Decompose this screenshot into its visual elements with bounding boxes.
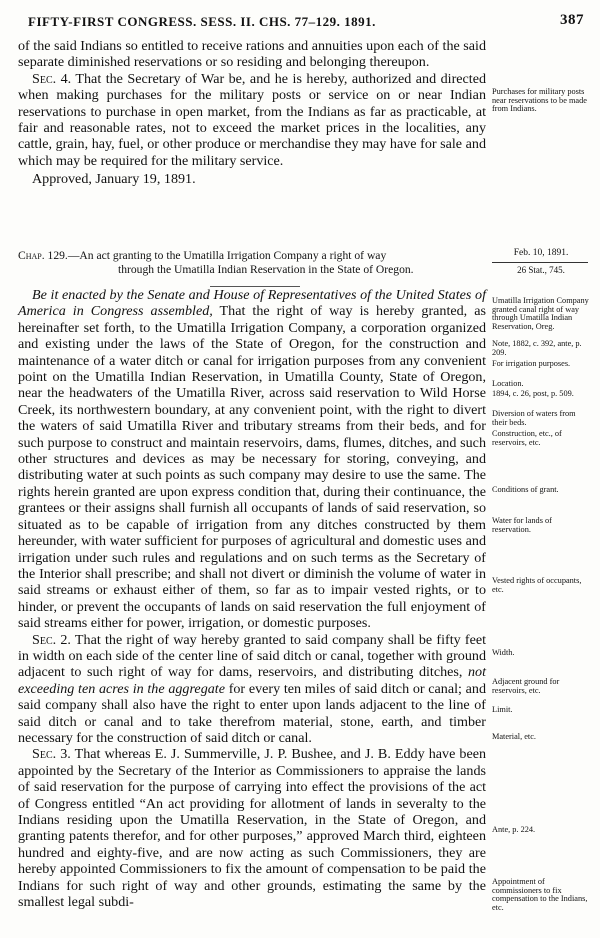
section-2-text-a: That the right of way hereby granted to said company shall be fifty feet in width on each side of the center line of said ditch or canal, together with ground adjacent to such right of way for dams, reservoirs, and distributing ditches, (18, 631, 487, 681)
enacting-clause: Be it enacted by the Senate and House of Representatives of the United States of America in Congress assembled, (18, 287, 486, 320)
section-1-paragraph (18, 287, 486, 632)
sidenote-conditions: Conditions of grant. (492, 485, 559, 494)
section-1-text: That the right of way is hereby granted, as hereinafter set forth, to the Umatilla Irrigation Company, a corporation organized and existing under the laws of the State of Oregon, for the construction and maintenance of a water ditch or canal for irrigation purposes from any convenient point on the Umatilla Indian Reservation, in Umatilla County, State of Oregon, near the headwaters of the Umatilla River, across said reservation to Wild Horse Creek, its northwestern boundary, at any convenient point, with the right to divert the waters of said Umatilla River and tributary streams from their beds, and for such purpose to construct and maintain reservoirs, dams, flumes, ditches, and such other structures and devices as may be necessary for storing, conveying, and distributing water at such points as such company may desire to use the same. The rights herein granted are upon express condition that, during their continuance, the grantees or their assigns shall furnish all occupants of lands of said reservation, so situated as to be capable of irrigation from any ditches constructed by them hereunder, with water sufficient for purposes of agricultural and domestic uses and irrigation under such rules and regulations and on such terms as the Secretary of the Interior shall prescribe; and shall not divert or diminish the volume of water in said streams or exhaust either of them, so far as to impair vested rights, or to hinder, or prevent the occupants of lands on said reservation the full enjoyment of said streams either for power, irrigation, or domestic purposes. (18, 303, 486, 632)
sidenote-purchases: Purchases for military posts near reservations to be made from Indians. (492, 87, 587, 114)
chapter-heading (18, 249, 486, 277)
sidenote-date: Feb. 10, 1891. (513, 248, 569, 258)
sidenote-location: Location. (492, 379, 524, 388)
section-2-label: Sec. 2. (32, 631, 71, 648)
sidenote-appointment: Appointment of commissioners to fix compensation to the Indians, etc. (492, 877, 588, 912)
section-3-paragraph (18, 746, 486, 910)
sidenote-construction: Construction, etc., of reservoirs, etc. (492, 429, 562, 447)
approved-line: Approved, January 19, 1891. (32, 171, 196, 188)
sidenote-umatilla-company: Umatilla Irrigation Company granted canal right of way through Umatilla Indian Reservation, Oreg. (492, 296, 589, 331)
section-2-text-b: for every ten miles of said ditch or canal; and said company shall also have the right to enter upon lands adjacent to the line of said ditch or canal and to take therefrom material, stone, earth, and timber necessary for the construction of said ditch or canal. (18, 680, 487, 746)
sidenote-irrigation-purposes: For irrigation purposes. (492, 359, 571, 368)
running-head-text: FIFTY-FIRST CONGRESS. SESS. II. CHS. 77–129. 1891. (28, 14, 376, 29)
sidenote-note-1882: Note, 1882, c. 392, ante, p. 209. (492, 339, 582, 357)
sidenote-statute: 26 Stat., 745. (517, 265, 565, 275)
section-3-text: That whereas E. J. Summerville, J. P. Bushee, and J. B. Eddy have been appointed by the Secretary of the Interior as Commissioners to appraise the lands of said reservation for the purpose of carrying into effect the provisions of the act of Congress entitled “An act providing for allotment of lands in severalty to the Indians residing upon the Umatilla Reservation, in the State of Oregon, and granting patents therefor, and for other purposes,” approved March third, eighteen hundred and eighty-five, and are now acting as such Commissioners, they are hereby appointed Commissioners to fix the amount of compensation to be paid the Indians for such right of way and other grounds, estimating the same by the smallest legal subdi- (18, 746, 486, 911)
sidenote-width: Width. (492, 648, 515, 657)
section-4-label: Sec. 4. (32, 70, 72, 87)
section-2-italic: not exceeding ten acres in the aggregate (18, 664, 486, 697)
top-text-block (18, 38, 486, 188)
sidenote-material: Material, etc. (492, 732, 536, 741)
sidenote-rule (492, 262, 588, 263)
sidenote-water-for-lands: Water for lands of reservation. (492, 516, 552, 534)
page-number: 387 (560, 12, 584, 28)
chapter-title-continued: through the Umatilla Indian Reservation in the State of Oregon. (118, 263, 414, 276)
sidenote-diversion: Diversion of waters from their beds. (492, 409, 576, 427)
sidenote-limit: Limit. (492, 705, 513, 714)
sidenote-vested-rights: Vested rights of occupants, etc. (492, 576, 582, 594)
sidenote-1894-reference: 1894, c. 26, post, p. 509. (492, 389, 574, 398)
running-header (28, 12, 584, 34)
continuation-paragraph: of the said Indians so entitled to receive rations and annuities upon each of the said separate diminished reservations or so residing and belonging thereupon. (18, 38, 486, 71)
sidenote-ante-reference: Ante, p. 224. (492, 825, 536, 834)
chapter-label: Chap. 129. (18, 249, 68, 262)
chapter-title: —An act granting to the Umatilla Irrigation Company a right of way (67, 249, 387, 262)
chapter-129-body (18, 287, 486, 910)
section-3-label: Sec. 3. (32, 746, 71, 763)
section-2-paragraph (18, 632, 486, 747)
section-4-text: That the Secretary of War be, and he is hereby, authorized and directed when making purchases for the military posts or service on or near Indian reservations to purchase in open market, from the Indians as far as practicable, at fair and reasonable rates, not to exceed the market prices in the localities, any cattle, grain, hay, fuel, or other produce or merchandise they may have for sale and which may be required for the military service. (18, 70, 486, 169)
section-4-paragraph (18, 71, 486, 169)
sidenote-adjacent-ground: Adjacent ground for reservoirs, etc. (492, 677, 560, 695)
